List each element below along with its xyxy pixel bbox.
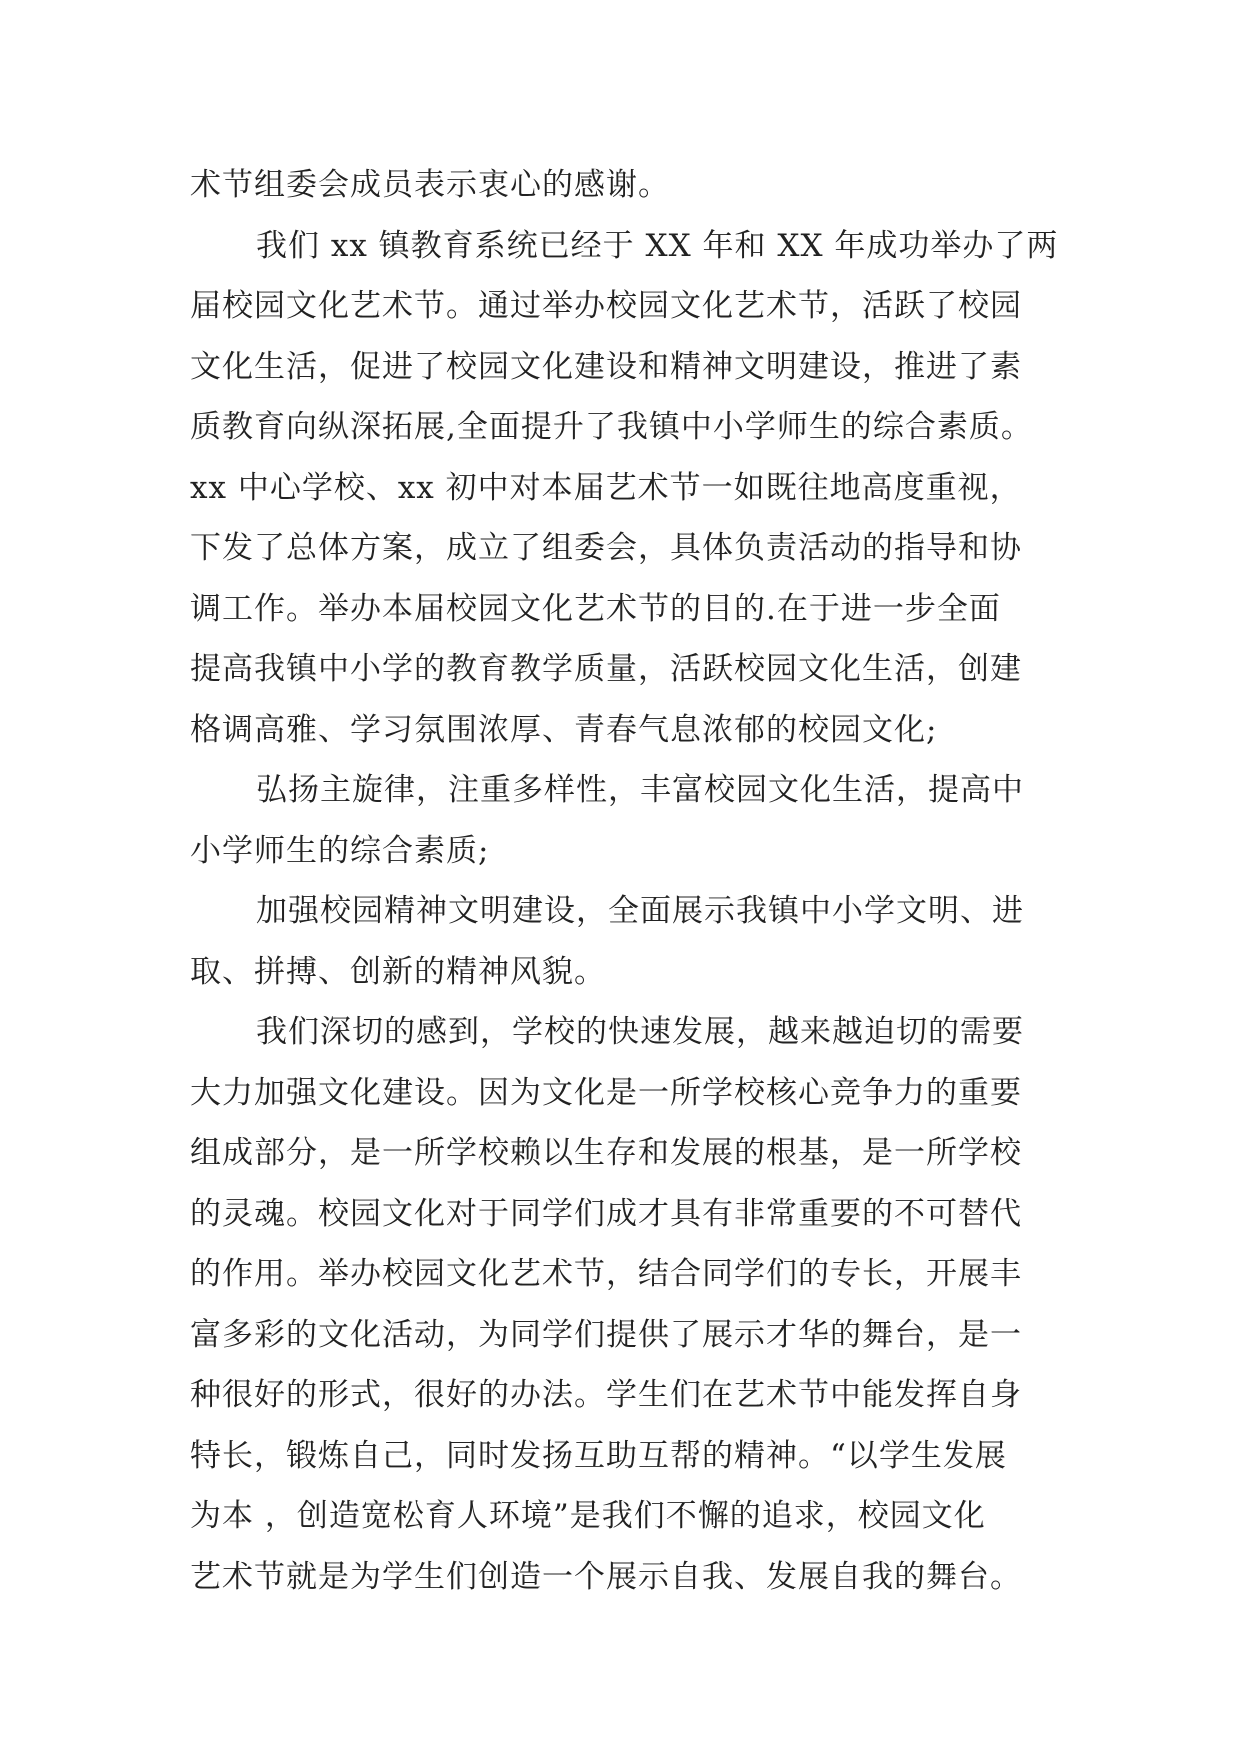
text-line: 下发了总体方案，成立了组委会，具体负责活动的指导和协 [190,530,1022,566]
paragraph-start-line: 我们深切的感到，学校的快速发展，越来越迫切的需要 [256,1014,1024,1050]
text-line: 质教育向纵深拓展,全面提升了我镇中小学师生的综合素质。 [190,409,1033,445]
text-line: 提高我镇中小学的教育教学质量，活跃校园文化生活，创建 [190,651,1022,687]
text-line: 格调高雅、学习氛围浓厚、青春气息浓郁的校园文化; [190,711,938,748]
text-line: 富多彩的文化活动，为同学们提供了展示才华的舞台，是一 [190,1316,1022,1353]
paragraph-start-line: 加强校园精神文明建设，全面展示我镇中小学文明、进 [256,893,1024,929]
text-line: 艺术节就是为学生们创造一个展示自我、发展自我的舞台。 [190,1558,1022,1595]
text-line: 取、拼搏、创新的精神风貌。 [190,953,606,990]
text-line: 种很好的形式，很好的办法。学生们在艺术节中能发挥自身 [190,1377,1022,1413]
text-line: 小学师生的综合素质; [190,832,490,869]
text-line: 组成部分，是一所学校赖以生存和发展的根基，是一所学校 [190,1135,1022,1171]
text-line: 届校园文化艺术节。通过举办校园文化艺术节，活跃了校园 [190,288,1022,324]
text-line: 为本 ，创造宽松育人环境”是我们不懈的追求，校园文化 [190,1498,986,1534]
text-line: 文化生活，促进了校园文化建设和精神文明建设，推进了素 [190,348,1022,385]
text-line: 大力加强文化建设。因为文化是一所学校核心竞争力的重要 [190,1074,1022,1111]
text-line: 术节组委会成员表示衷心的感谢。 [190,167,670,203]
text-line: 的灵魂。校园文化对于同学们成才具有非常重要的不可替代 [190,1195,1022,1232]
paragraph-start-line: 弘扬主旋律，注重多样性，丰富校园文化生活，提高中 [256,772,1024,808]
document-body [190,155,1059,1607]
text-line: 调工作。举办本届校园文化艺术节的目的.在于进一步全面 [190,590,1001,627]
text-line: 特长，锻炼自己，同时发扬互助互帮的精神。“以学生发展 [190,1437,1007,1474]
text-line: xx 中心学校、xx 初中对本届艺术节一如既往地高度重视， [190,469,1022,506]
text-line: 的作用。举办校园文化艺术节，结合同学们的专长，开展丰 [190,1256,1022,1292]
paragraph-start-line: 我们 xx 镇教育系统已经于 XX 年和 XX 年成功举办了两 [256,227,1059,264]
